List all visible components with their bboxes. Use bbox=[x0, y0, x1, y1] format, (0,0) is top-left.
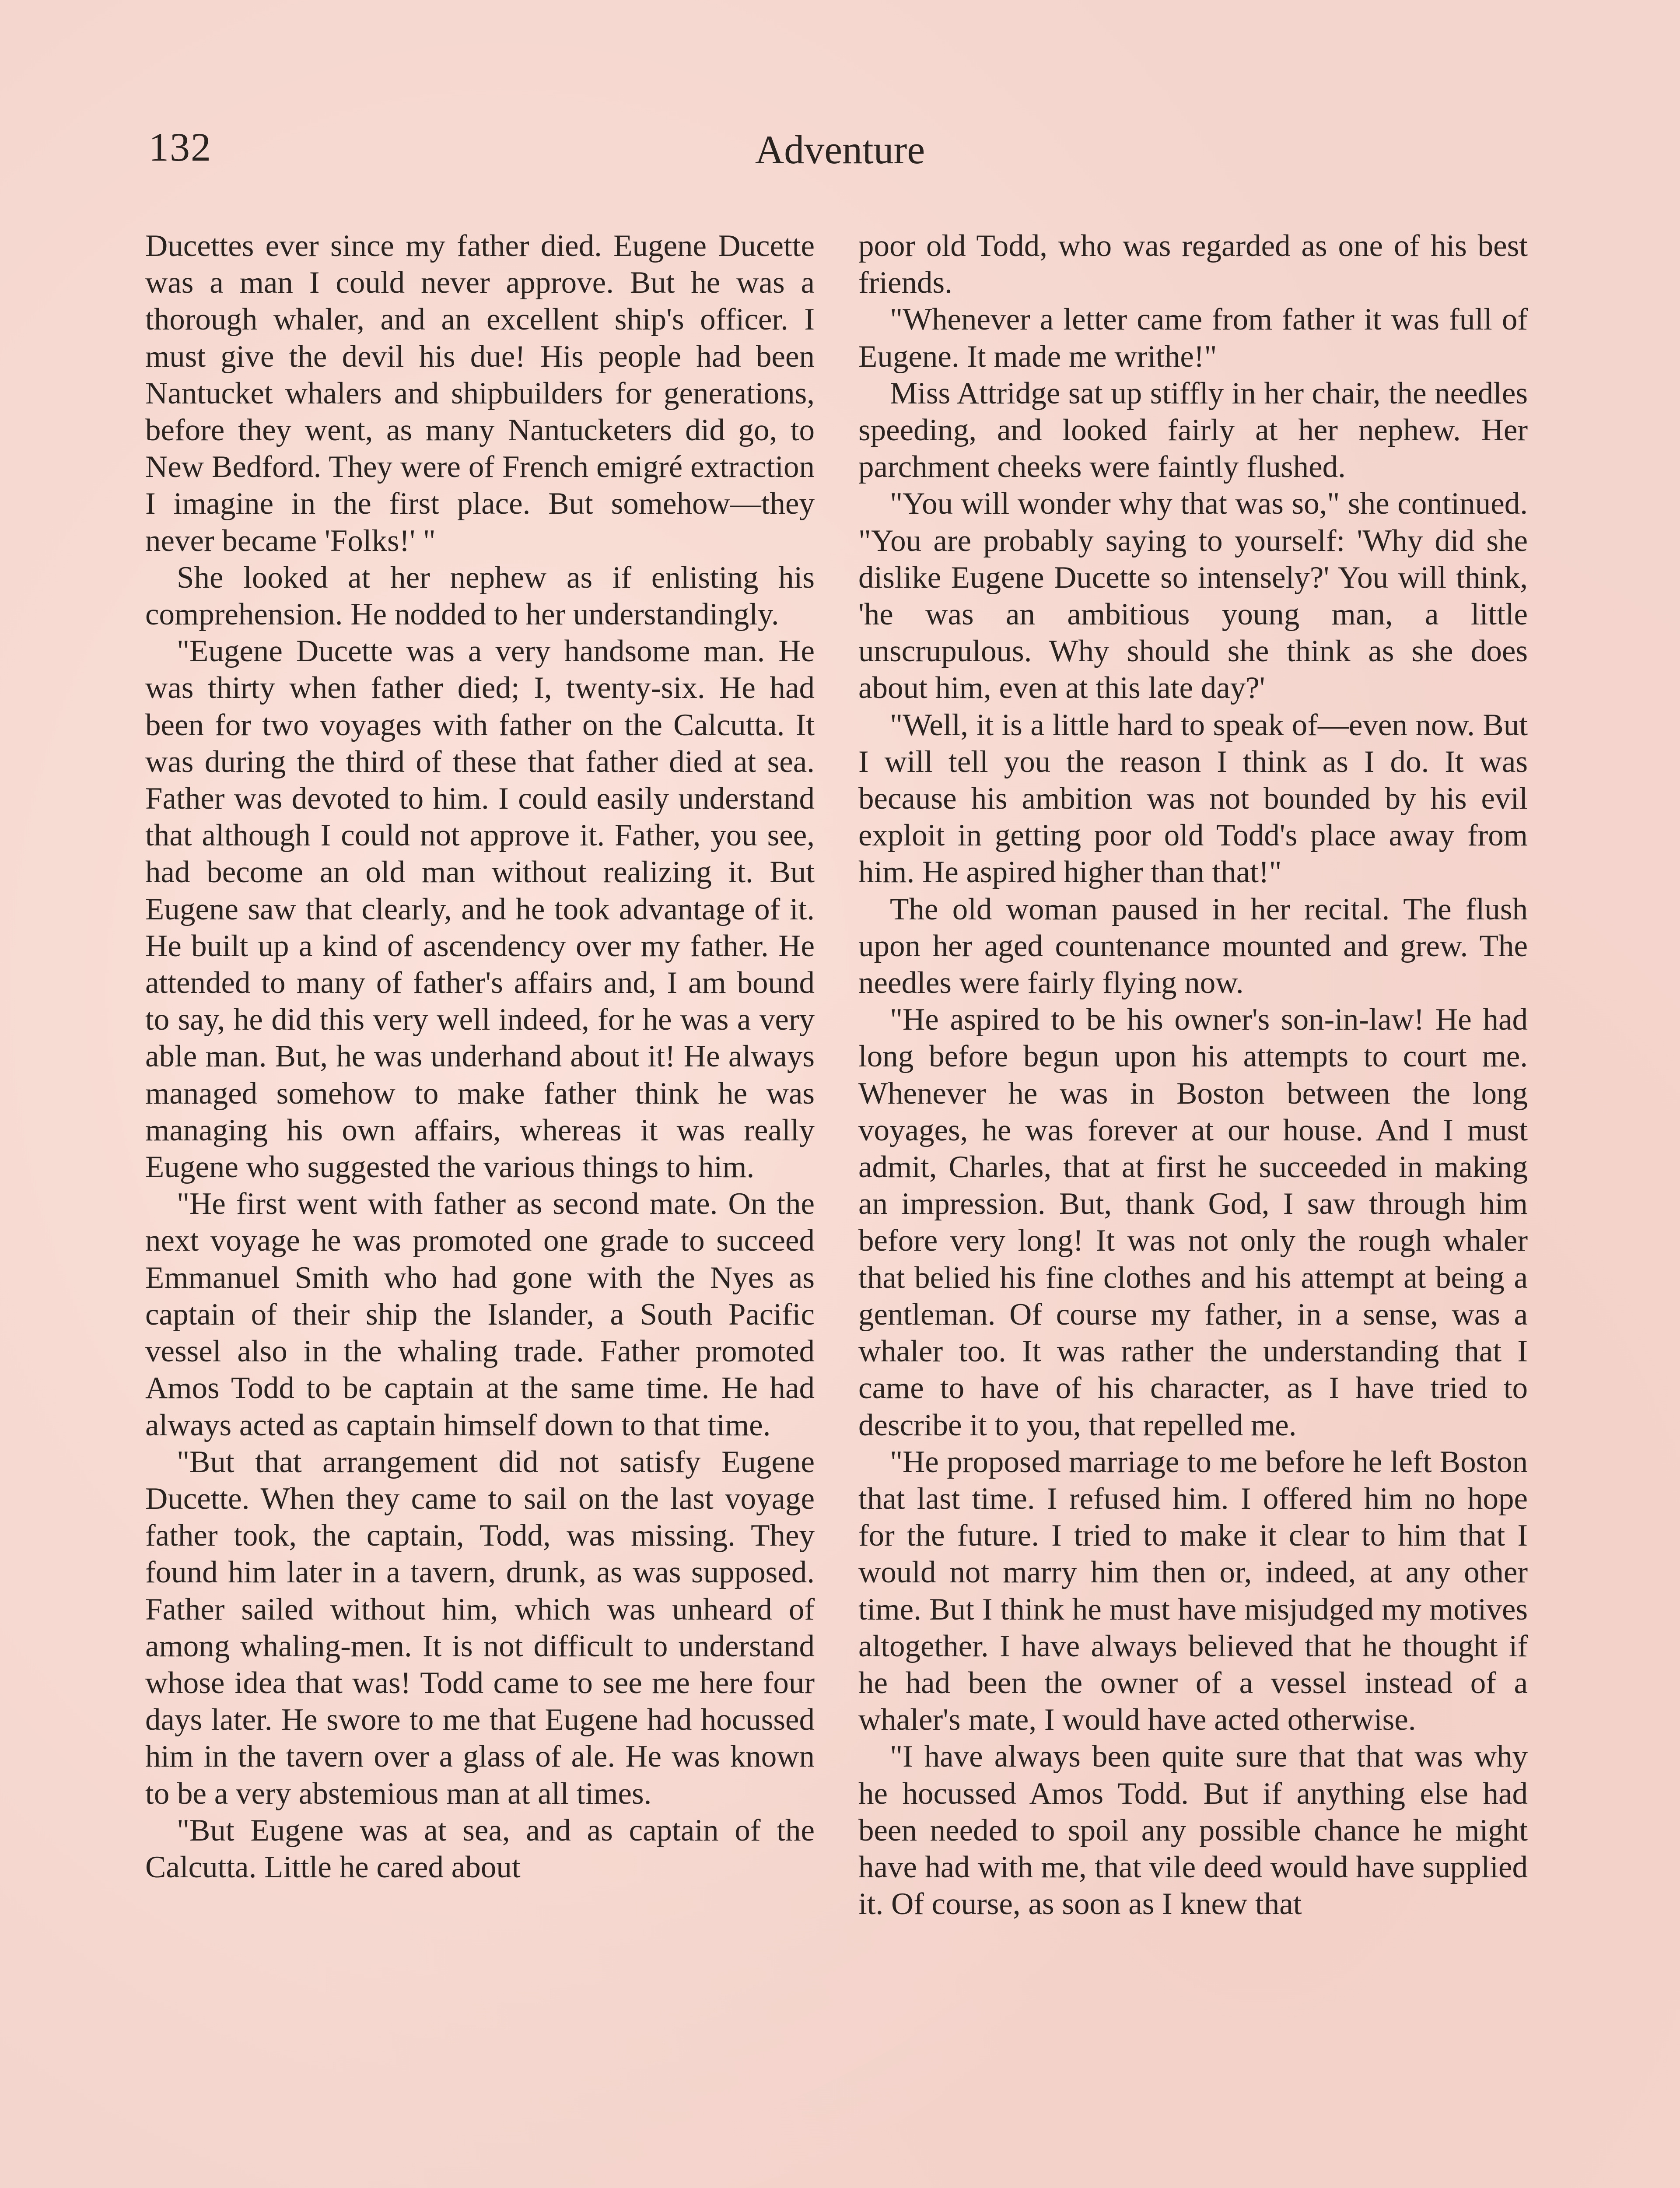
paragraph: "You will wonder why that was so," she continued. "You are probably saying to yourself: 'Why did she dislike Eugene Ducette so intensely?' You will think, 'he was an ambitious young man, a little unscrupulous. Why should she think as she does about him, even at this late day?' bbox=[858, 487, 1528, 705]
page-number: 132 bbox=[149, 125, 212, 169]
paragraph: "He aspired to be his owner's son-in-law! He had long before begun upon his attempts to court me. Whenever he was in Boston between the long voyages, he was forever at our house. And I must admit, Charles, that at first he succeeded in making an impression. But, thank God, I saw through him before very long! It was not only the rough whaler that belied his fine clothes and his attempt at being a gentleman. Of course my father, in a sense, was a whaler too. It was rather the understanding that I came to have of his character, as I have tried to describe it to you, that repelled me. bbox=[858, 1003, 1528, 1442]
paragraph: The old woman paused in her recital. The flush upon her aged countenance mounted and grew. The needles were fairly flying now. bbox=[858, 892, 1528, 1000]
running-head-title: Adventure bbox=[755, 127, 925, 172]
paragraph: "But that arrangement did not satisfy Eugene Ducette. When they came to sail on the last voyage father took, the captain, Todd, was missing. They found him later in a tavern, drunk, as was supposed. Father sailed without him, which was unheard of among whaling-men. It is not difficult to understand whose idea that was! Todd came to see me here four days later. He swore to me that Eugene had hocussed him in the tavern over a glass of ale. He was known to be a very abstemious man at all times. bbox=[145, 1445, 815, 1811]
right-column bbox=[858, 228, 1528, 1922]
paragraph: She looked at her nephew as if enlisting his comprehension. He nodded to her understandingly. bbox=[145, 560, 815, 632]
paragraph: "He proposed marriage to me before he left Boston that last time. I refused him. I offered him no hope for the future. I tried to make it clear to him that I would not marry him then or, indeed, at any other time. But I think he must have misjudged my motives altogether. I have always believed that he thought if he had been the owner of a vessel instead of a whaler's mate, I would have acted otherwise. bbox=[858, 1445, 1528, 1737]
paragraph: poor old Todd, who was regarded as one of his best friends. bbox=[858, 229, 1528, 300]
paragraph: "Well, it is a little hard to speak of—even now. But I will tell you the reason I think as I do. It was because his ambition was not bounded by his evil exploit in getting poor old Todd's place away from him. He aspired higher than that!" bbox=[858, 708, 1528, 890]
left-column bbox=[145, 228, 815, 1886]
paragraph: "Whenever a letter came from father it was full of Eugene. It made me writhe!" bbox=[858, 302, 1528, 374]
paragraph: Ducettes ever since my father died. Eugene Ducette was a man I could never approve. But he was a thorough whaler, and an excellent ship's officer. I must give the devil his due! His people had been Nantucket whalers and shipbuilders for generations, before they went, as many Nantucketers did go, to New Bedford. They were of French emigré extraction I imagine in the first place. But somehow—they never became 'Folks!' " bbox=[145, 229, 815, 558]
paragraph: "He first went with father as second mate. On the next voyage he was promoted one grade to succeed Emmanuel Smith who had gone with the Nyes as captain of their ship the Islander, a South Pacific vessel also in the whaling trade. Father promoted Amos Todd to be captain at the same time. He had always acted as captain himself down to that time. bbox=[145, 1187, 815, 1442]
paragraph: Miss Attridge sat up stiffly in her chair, the needles speeding, and looked fairly at her nephew. Her parchment cheeks were faintly flushed. bbox=[858, 376, 1528, 484]
paragraph: "Eugene Ducette was a very handsome man. He was thirty when father died; I, twenty-six. He had been for two voyages with father on the Calcutta. It was during the third of these that father died at sea. Father was devoted to him. I could easily understand that although I could not approve it. Father, you see, had become an old man without realizing it. But Eugene saw that clearly, and he took advantage of it. He built up a kind of ascendency over my father. He attended to many of father's affairs and, I am bound to say, he did this very well indeed, for he was a very able man. But, he was underhand about it! He always managed somehow to make father think he was managing his own affairs, whereas it was really Eugene who suggested the various things to him. bbox=[145, 634, 815, 1185]
paragraph: "I have always been quite sure that that was why he hocussed Amos Todd. But if anything else had been needed to spoil any possible chance he might have had with me, that vile deed would have supplied it. Of course, as soon as I knew that bbox=[858, 1739, 1528, 1922]
paragraph: "But Eugene was at sea, and as captain of the Calcutta. Little he cared about bbox=[145, 1813, 815, 1884]
